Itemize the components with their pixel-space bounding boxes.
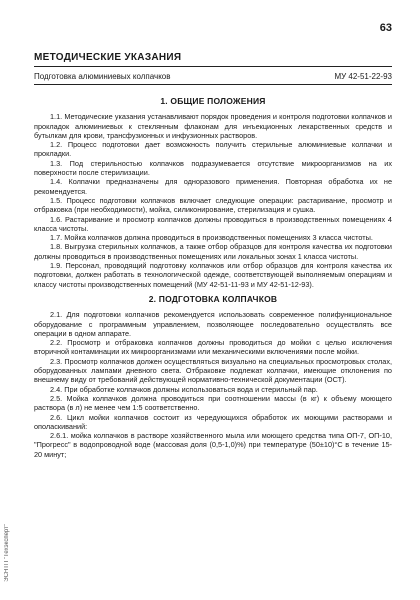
paragraph: 2.5. Мойка колпачков должна проводиться при соотношении массы (в кг) к объему моющего раствора (в л) не менее чем 1:5 соответственно. bbox=[34, 393, 392, 413]
paragraph: 2.2. Просмотр и отбраковка колпачков должны проводиться до мойки с целью исключения вторичной контаминации их микроорганизмами или механическими включениями после мойки. bbox=[34, 338, 392, 357]
paragraph: 2.3. Просмотр колпачков должен осуществляться визуально на специальных просмотровых столах, оборудованных лампами дневного света. Отбраковке подлежат колпачки, имеющие отклонения по внешнему виду от требований действующей нормативно-технической документации (ОСТ). bbox=[34, 356, 392, 385]
paragraph: 1.8. Выгрузка стерильных колпачков, а также отбор образцов для контроля качества их подготовки должны проводиться в производственных помещениях или локальных зонах 1 класса чистоты. bbox=[34, 242, 392, 261]
paragraph: 2.6.1. мойка колпачков в растворе хозяйственного мыла или моющего средства типа ОП-7, ОП-10, "Прогресс" в водопроводной воде (массовая доля (0,5-1,0)%) при температуре (50±10)°С в течение 15-20 минут; bbox=[34, 431, 392, 459]
document-header bbox=[34, 52, 392, 85]
section-title: 2. ПОДГОТОВКА КОЛПАЧКОВ bbox=[148, 293, 278, 304]
paragraph: 1.5. Процесс подготовки колпачков включает следующие операции: растаривание, просмотр и отбраковка (при необходимости), мойка, силиконирование, стерилизация и сушка. bbox=[34, 195, 392, 215]
paragraph: 1.2. Процесс подготовки дает возможность получить стерильные алюминиевые колпачки и прокладки. bbox=[34, 140, 392, 159]
paragraph: 1.4. Колпачки предназначены для одноразового применения. Повторная обработка их не рекомендуется. bbox=[34, 177, 392, 196]
document-title: МЕТОДИЧЕСКИЕ УКАЗАНИЯ bbox=[34, 52, 392, 67]
paragraph: 2.6. Цикл мойки колпачков состоит из чередующихся обработок их моющими растворами и ополаскиваний: bbox=[34, 412, 392, 431]
document-body bbox=[34, 95, 392, 459]
paragraph: 1.6. Растаривание и просмотр колпачков должны проводиться в производственных помещениях 4 класса чистоты. bbox=[34, 214, 392, 233]
section-title: 1. ОБЩИЕ ПОЛОЖЕНИЯ bbox=[160, 96, 266, 106]
page-number: 63 bbox=[379, 22, 392, 34]
document-subheader bbox=[34, 67, 392, 85]
side-stamp: ЭСНТП "Техэксперт" bbox=[4, 524, 10, 582]
paragraph: 1.3. Под стерильностью колпачков подразумевается отсутствие микроорганизмов на их поверхности после стерилизации. bbox=[34, 158, 392, 178]
paragraph: 2.1. Для подготовки колпачков рекомендуется использовать современное полифункциональное оборудование с программным управлением, позволяющее последовательно осуществлять все операции в одном аппарате. bbox=[34, 310, 392, 338]
paragraph: 2.4. При обработке колпачков должны использоваться вода и стерильный пар. bbox=[50, 384, 318, 394]
paragraph: 1.1. Методические указания устанавливают порядок проведения и контроля подготовки колпачков и прокладок алюминиевых к стеклянным флаконам для инъекционных лекарственных средств и бутылкам для крови, трансфузионных и инфузионных растворов. bbox=[34, 112, 392, 140]
document-code: МУ 42-51-22-93 bbox=[334, 72, 392, 81]
paragraph: 1.9. Персонал, проводящий подготовку колпачков или отбор образцов для контроля качества их подготовки, должен работать в технологической одежде, соответствующей выполняемым операциям и классу чистоты производственных помещений (МУ 42-51-11-93 и МУ 42-51-12-93). bbox=[34, 261, 392, 289]
paragraph: 1.7. Мойка колпачков должна проводиться в производственных помещениях 3 класса чистоты. bbox=[50, 233, 373, 243]
document-subtitle: Подготовка алюминиевых колпачков bbox=[34, 72, 171, 81]
